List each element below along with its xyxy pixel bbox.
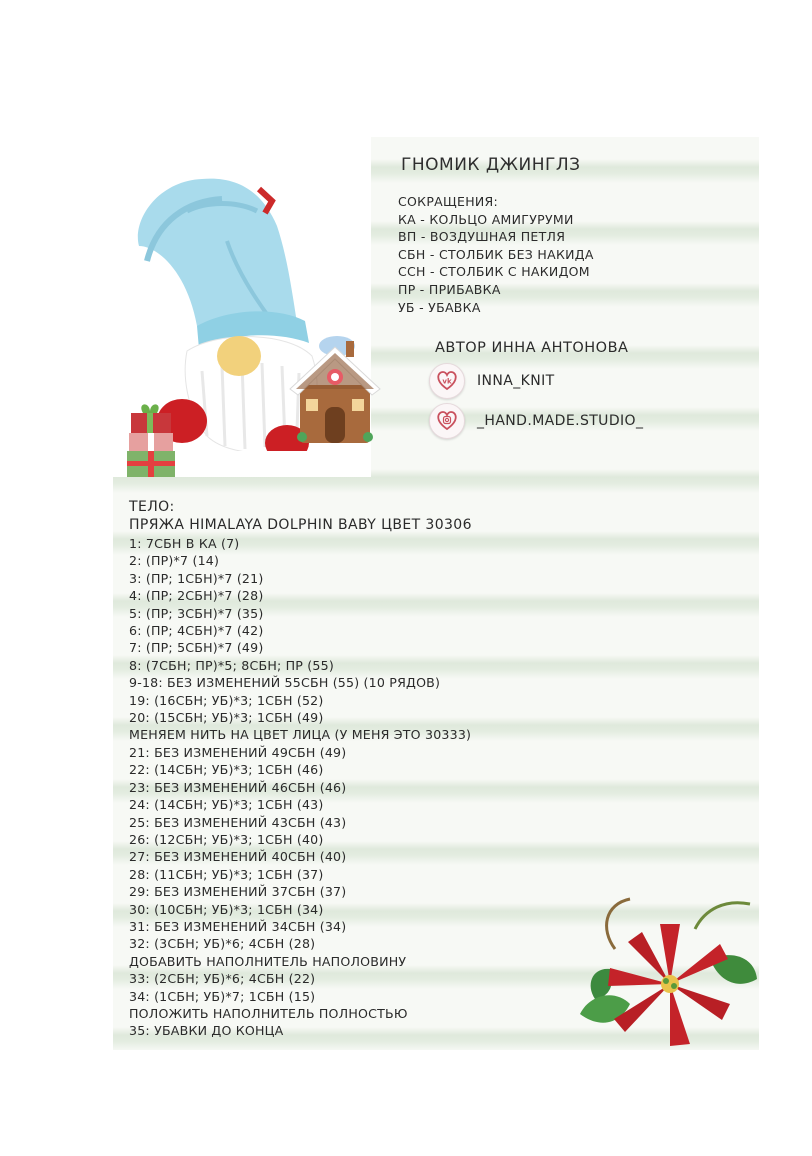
pattern-row: 33: (2СБН; УБ)*6; 4СБН (22) <box>129 971 316 987</box>
pattern-row: 5: (ПР; 3СБН)*7 (35) <box>129 605 264 621</box>
row-list <box>129 535 472 1040</box>
pattern-row: 35: УБАВКИ ДО КОНЦА <box>129 1023 284 1039</box>
pattern-row: 19: (16СБН; УБ)*3; 1СБН (52) <box>129 692 324 708</box>
abbreviation-item: ВП - ВОЗДУШНАЯ ПЕТЛЯ <box>398 229 566 245</box>
abbreviation-item: СБН - СТОЛБИК БЕЗ НАКИДА <box>398 246 594 262</box>
pattern-row: 9-18: БЕЗ ИЗМЕНЕНИЙ 55СБН (55) (10 РЯДОВ) <box>129 675 441 691</box>
pattern-row: 31: БЕЗ ИЗМЕНЕНИЙ 34СБН (34) <box>129 918 347 934</box>
pattern-row: 28: (11СБН; УБ)*3; 1СБН (37) <box>129 866 324 882</box>
pattern-row: 6: (ПР; 4СБН)*7 (42) <box>129 623 264 639</box>
pattern-row: 25: БЕЗ ИЗМЕНЕНИЙ 43СБН (43) <box>129 814 347 830</box>
pattern-page <box>113 137 759 1050</box>
pattern-row: 24: (14СБН; УБ)*3; 1СБН (43) <box>129 797 324 813</box>
pattern-row: 30: (10СБН; УБ)*3; 1СБН (34) <box>129 901 324 917</box>
body-instructions <box>129 499 472 1040</box>
instagram-link[interactable] <box>429 403 643 439</box>
poinsettia-image <box>575 889 759 1050</box>
vk-icon <box>429 363 465 399</box>
pattern-row: 3: (ПР; 1СБН)*7 (21) <box>129 570 264 586</box>
gift-boxes-image <box>125 399 181 479</box>
abbreviations-heading: СОКРАЩЕНИЯ: <box>398 194 499 209</box>
pattern-row: 1: 7СБН В КА (7) <box>129 536 240 551</box>
pattern-row: 27: БЕЗ ИЗМЕНЕНИЙ 40СБН (40) <box>129 849 347 865</box>
pattern-row: 26: (12СБН; УБ)*3; 1СБН (40) <box>129 831 324 847</box>
author-line: АВТОР ИННА АНТОНОВА <box>435 340 629 356</box>
abbreviation-item: ПР - ПРИБАВКА <box>398 281 501 297</box>
pattern-row: 20: (15СБН; УБ)*3; 1СБН (49) <box>129 710 324 726</box>
pattern-row: 32: (3СБН; УБ)*6; 4СБН (28) <box>129 936 316 952</box>
abbreviation-item: ССН - СТОЛБИК С НАКИДОМ <box>398 264 590 280</box>
vk-handle: INNA_KNIT <box>477 373 555 389</box>
vk-link[interactable] <box>429 363 555 399</box>
abbreviation-item: КА - КОЛЬЦО АМИГУРУМИ <box>398 211 574 227</box>
abbreviation-item: УБ - УБАВКА <box>398 299 481 315</box>
svg-text:vk: vk <box>442 377 452 386</box>
pattern-row: 29: БЕЗ ИЗМЕНЕНИЙ 37СБН (37) <box>129 884 347 900</box>
pattern-row: 8: (7СБН; ПР)*5; 8СБН; ПР (55) <box>129 657 334 673</box>
pattern-note: МЕНЯЕМ НИТЬ НА ЦВЕТ ЛИЦА (У МЕНЯ ЭТО 30333) <box>129 727 472 743</box>
section-heading: ТЕЛО: <box>129 499 175 515</box>
pattern-row: 34: (1СБН; УБ)*7; 1СБН (15) <box>129 988 316 1004</box>
pattern-row: 21: БЕЗ ИЗМЕНЕНИЙ 49СБН (49) <box>129 744 347 760</box>
pattern-note: ДОБАВИТЬ НАПОЛНИТЕЛЬ НАПОЛОВИНУ <box>129 953 407 969</box>
abbreviations-block <box>398 193 594 316</box>
pattern-row: 23: БЕЗ ИЗМЕНЕНИЙ 46СБН (46) <box>129 779 347 795</box>
pattern-row: 2: (ПР)*7 (14) <box>129 553 220 569</box>
instagram-icon <box>429 403 465 439</box>
gingerbread-house-image <box>288 337 383 447</box>
yarn-info: ПРЯЖА HIMALAYA DOLPHIN BABY ЦВЕТ 30306 <box>129 517 472 533</box>
pattern-title: ГНОМИК ДЖИНГЛЗ <box>401 155 581 175</box>
pattern-row: 4: (ПР; 2СБН)*7 (28) <box>129 588 264 604</box>
pattern-row: 22: (14СБН; УБ)*3; 1СБН (46) <box>129 762 324 778</box>
instagram-handle: _HAND.MADE.STUDIO_ <box>477 413 644 429</box>
pattern-row: 7: (ПР; 5СБН)*7 (49) <box>129 640 264 656</box>
pattern-note: ПОЛОЖИТЬ НАПОЛНИТЕЛЬ ПОЛНОСТЬЮ <box>129 1005 408 1021</box>
